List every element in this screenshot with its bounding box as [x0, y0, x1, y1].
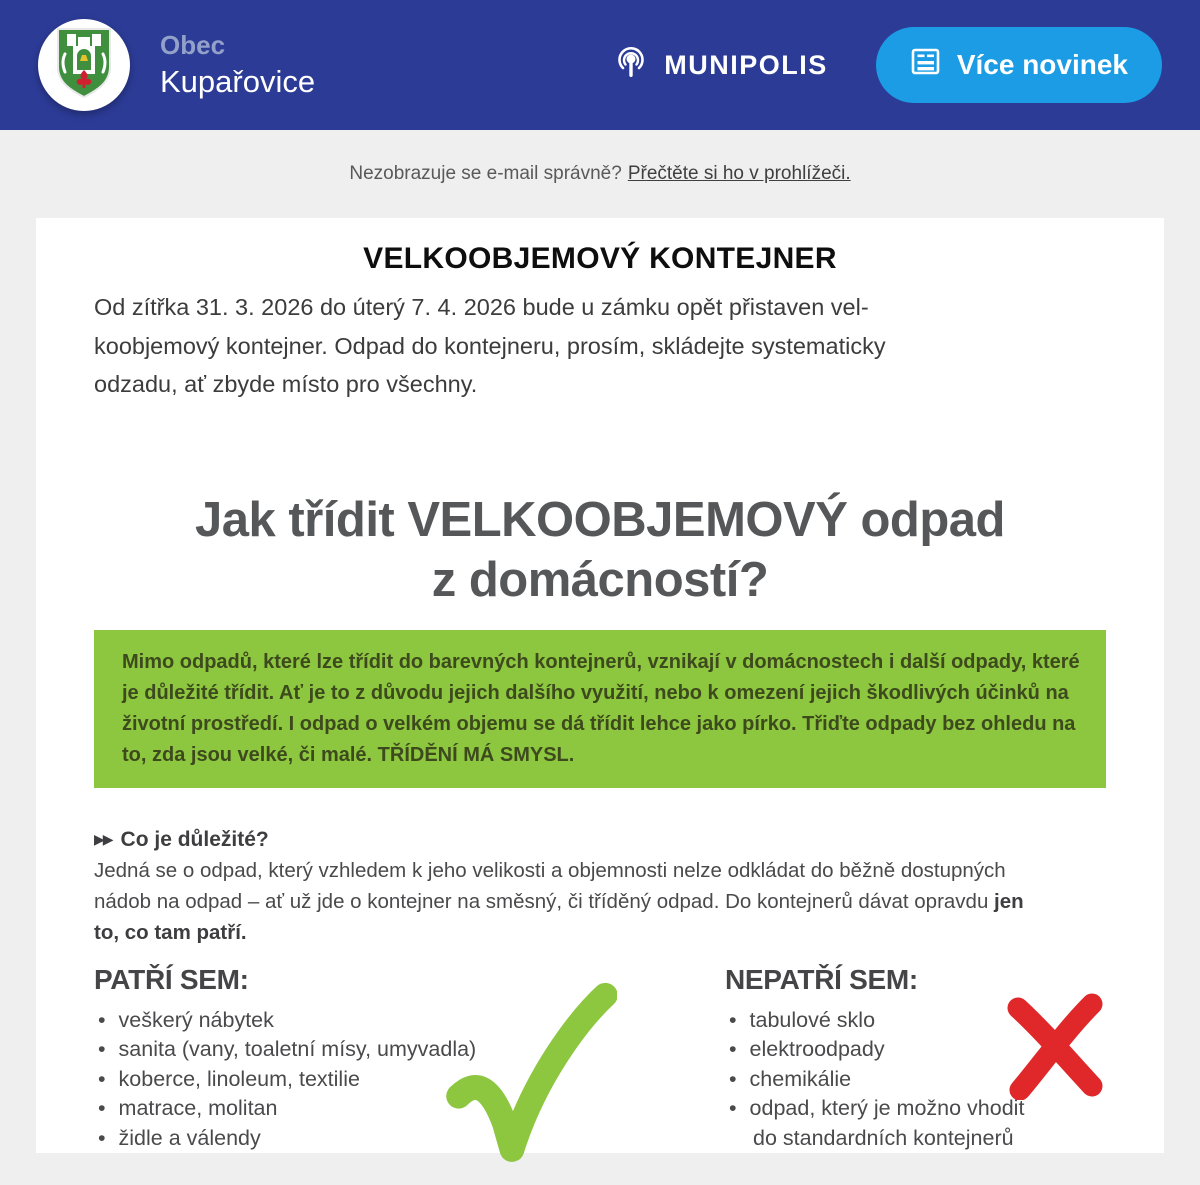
belongs-heading: PATŘÍ SEM:	[94, 963, 249, 995]
intro-line: je důležité třídit. Ať je to z důvodu jejich dalšího využití, nebo k omezení jejich škodlivých účinků na	[122, 681, 1069, 704]
municipality-logo	[38, 19, 130, 111]
not-belongs-heading: NEPATŘÍ SEM:	[725, 963, 918, 995]
double-chevron-icon: ▶▶	[94, 830, 112, 847]
important-line: Jedná se o odpad, který vzhledem k jeho velikosti a objemnosti nelze odkládat do běžně dostupných	[94, 858, 1006, 882]
poster-intro-box	[94, 630, 1106, 788]
notice-text: Nezobrazuje se e-mail správně?	[349, 163, 622, 184]
list-item-continuation: do standardních kontejnerů	[753, 1125, 1014, 1150]
important-heading	[94, 824, 1106, 855]
view-in-browser-bar	[0, 130, 1200, 218]
intro-line: životní prostředí. I odpad o velkém objemu se dá třídit lehce jako pírko. Třiďte odpady bez ohledu na	[122, 712, 1076, 735]
broadcast-icon	[611, 42, 651, 89]
coat-of-arms-icon	[53, 26, 115, 105]
list-item: • chemikálie	[729, 1065, 1106, 1095]
list-item: • elektroodpady	[729, 1035, 1106, 1065]
article-line: koobjemový kontejner. Odpad do kontejneru, prosím, skládejte systematicky	[94, 332, 886, 359]
important-line: to, co tam patří.	[94, 920, 247, 944]
article-line: odzadu, ať zbyde místo pro všechny.	[94, 371, 478, 397]
brand-label: MUNIPOLIS	[664, 49, 828, 80]
view-in-browser-link[interactable]: Přečtěte si ho v prohlížeči.	[627, 163, 851, 184]
list-item: • tabulové sklo	[729, 1006, 1106, 1036]
important-body	[94, 855, 1106, 948]
poster-title	[94, 490, 1106, 610]
newsletter-card	[36, 218, 1164, 1153]
org-label: Obec	[160, 29, 226, 60]
important-line: nádob na odpad – ať už jde o kontejner na směsný, či tříděný odpad. Do kontejnerů dávat opravdu jen	[94, 889, 1024, 913]
important-section	[94, 824, 1106, 948]
list-item: • koberce, linoleum, textilie	[98, 1065, 725, 1095]
article-body	[94, 288, 1106, 404]
x-mark-icon	[1004, 992, 1106, 1105]
poster-title-line1: Jak třídit VELKOOBJEMOVÝ odpad	[195, 492, 1005, 547]
intro-line: Mimo odpadů, které lze třídit do barevných kontejnerů, vznikají v domácnostech i další odpady, které	[122, 650, 1080, 673]
header	[0, 0, 1200, 130]
newspaper-icon	[910, 46, 941, 84]
more-news-label: Více novinek	[956, 49, 1128, 80]
munipolis-logo	[611, 42, 828, 89]
more-news-button[interactable]	[876, 27, 1162, 103]
waste-sorting-poster	[94, 490, 1106, 1154]
list-item: • veškerý nábytek	[98, 1006, 725, 1036]
belongs-list	[94, 1006, 725, 1154]
list-item: • sanita (vany, toaletní mísy, umyvadla)	[98, 1035, 725, 1065]
org-name: Kupařovice	[160, 63, 316, 99]
list-item: • odpad, který je možno vhodit	[729, 1094, 1106, 1124]
poster-title-line2: z domácností?	[431, 552, 769, 607]
intro-line: to, zda jsou velké, či malé. TŘÍDĚNÍ MÁ SMYSL.	[122, 743, 575, 766]
organization-title	[160, 31, 315, 100]
article-line: Od zítřka 31. 3. 2026 do úterý 7. 4. 2026 bude u zámku opět přistaven vel-	[94, 294, 869, 320]
list-item: • matrace, molitan	[98, 1094, 725, 1124]
list-item: • židle a válendy	[98, 1124, 725, 1154]
article-title: VELKOOBJEMOVÝ KONTEJNER	[363, 242, 837, 275]
checkmark-icon	[445, 980, 617, 1185]
important-heading-text: Co je důležité?	[120, 827, 269, 851]
